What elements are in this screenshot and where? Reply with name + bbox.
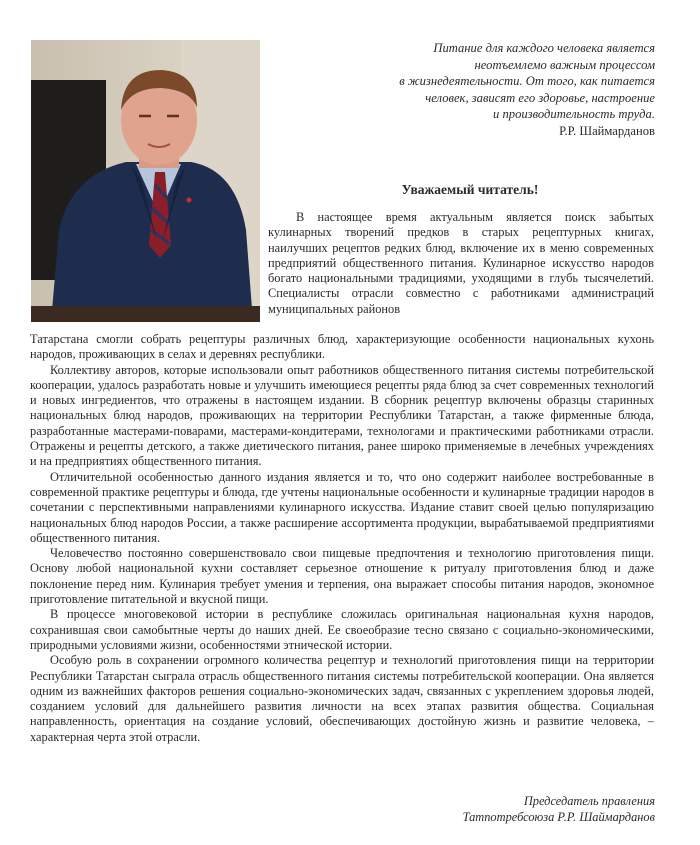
- intro-block: [268, 210, 654, 317]
- signature-title: Председатель правления: [523, 794, 655, 808]
- body-paragraph: Отличительной особенностью данного издания является и то, что оно содержит наиболее востребованные в современной практике рецептуры и блюда, где учтены национальные особенности и кулинарные традиции народов в сочетании с перспективными направлениями кулинарного искусства. Издание ставит своей целью популяризацию национальных блюд народов России, а также расширение ассортимента продукции, вырабатываемой предприятиями общественного питания.: [30, 469, 654, 545]
- page-title: Уважаемый читатель!: [401, 182, 539, 197]
- epigraph-author: Р.Р. Шаймарданов: [559, 123, 655, 138]
- epigraph-line: неотъемлемо важным процессом: [474, 57, 655, 72]
- epigraph-line: и производительность труда.: [493, 107, 655, 122]
- body-text: [30, 332, 654, 745]
- intro-paragraph: В настоящее время актуальным является поиск забытых кулинарных творений предков в старых рецептурных книгах, наилучших рецептов редких блюд, включение их в меню современных предприятий общественного питания. Кулинарное искусство народов богато национальными традициями, уходящими в глубь тысячелетий. Специалисты отрасли совместно с работниками администраций муниципальных районов: [268, 210, 654, 316]
- intro-continuation: Татарстана смогли собрать рецептуры различных блюд, характеризующие особенности национальных кухонь народов, проживающих в селах и деревнях республики.: [30, 332, 654, 362]
- signature-name: Татпотребсоюза Р.Р. Шаймарданов: [462, 810, 655, 824]
- signature: [355, 793, 655, 825]
- epigraph: [275, 40, 655, 140]
- portrait-photo: [31, 40, 260, 322]
- body-paragraph: Человечество постоянно совершенствовало свои пищевые предпочтения и технологию приготовления пищи. Основу любой национальной кухни составляет серьезное отношение к ритуалу приготовления блюд и даже поклонение перед ним. Кулинария требует умения и терпения, она выражает способы питания народов, экономное приготовление питательной и вкусной пищи.: [30, 546, 654, 607]
- body-paragraph: Особую роль в сохранении огромного количества рецептур и технологий приготовления пищи на территории Республики Татарстан сыграла отрасль общественного питания системы потребительской кооперации. Она является одним из важнейших факторов решения социально-экономических задач, связанных с укреплением здоровья людей, созданием условий для дальнейшего развития личности на всех этапах развития общества. Социальная направленность, ориентация на создание условий, обеспечивающих достойную жизнь и развитие человека, – характерная черта этой отрасли.: [30, 653, 654, 744]
- epigraph-line: в жизнедеятельности. От того, как питается: [399, 74, 655, 89]
- epigraph-line: человек, зависят его здоровье, настроение: [425, 90, 655, 105]
- body-paragraph: В процессе многовековой истории в республике сложилась оригинальная национальная кухня народов, сохранившая свои самобытные черты до наших дней. Ее своеобразие тесно связано с социально-экономическими, природными условиями жизни, особенностями этнической истории.: [30, 607, 654, 652]
- epigraph-line: Питание для каждого человека является: [433, 41, 655, 55]
- portrait-illustration: [31, 40, 260, 322]
- body-paragraph: Коллективу авторов, которые использовали опыт работников общественного питания системы потребительской кооперации, удалось разработать новые и улучшить имеющиеся рецепты ряда блюд за счет современных технологий и новых ингредиентов, что отражены в настоящем издании. В сборник рецептур включены образцы старинных национальных блюд народов, проживающих на территории Республики Татарстан, а также фирменные блюда, разработанные мастерами-поварами, мастерами-кондитерами, технологами и практическими работниками отрасли. Отражены и рецепты детского, а также диетического питания, ранее широко применяемые в лечебных учреждениях и на предприятиях общественного питания.: [30, 362, 654, 469]
